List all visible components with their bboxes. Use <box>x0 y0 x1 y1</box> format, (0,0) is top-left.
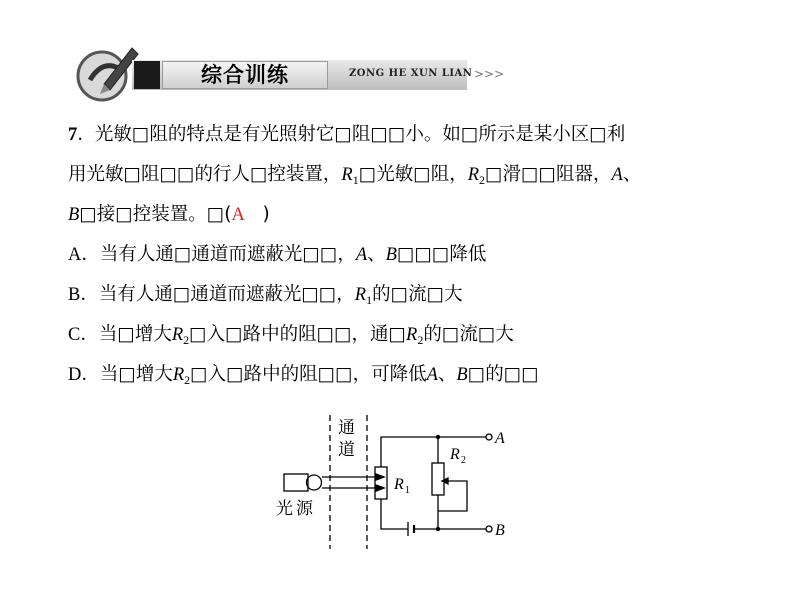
junction-dot <box>436 527 440 531</box>
subscript: 1 <box>352 173 359 187</box>
circuit-diagram <box>260 415 540 560</box>
chevrons-icon: >>> <box>474 67 505 81</box>
terminal-a-label: A <box>495 430 505 447</box>
banner-dark-block <box>134 61 160 89</box>
wire-top-left <box>381 437 438 467</box>
option-text: □的□□ <box>467 364 539 385</box>
symbol-r2: R <box>172 365 185 385</box>
question-text: ) <box>262 204 270 225</box>
terminal-b-label: B <box>495 522 505 539</box>
symbol-a: A <box>355 245 368 265</box>
circuit-svg <box>260 415 540 560</box>
symbol-r2: R <box>467 165 480 185</box>
question-text: 用光敏□阻□□的行人□控装置， <box>68 164 342 185</box>
option-label: B <box>68 285 81 305</box>
option-c[interactable] <box>68 322 514 353</box>
beam-arrow-icon <box>376 474 384 480</box>
wire-slider <box>438 481 467 511</box>
option-a[interactable] <box>68 242 486 268</box>
option-label: A <box>68 245 82 265</box>
option-text: 的□流□大 <box>423 324 514 345</box>
option-d[interactable] <box>68 362 539 393</box>
subscript: 2 <box>417 333 424 347</box>
question-line-2 <box>68 162 641 193</box>
symbol-r1: R <box>341 165 353 185</box>
symbol-a: A <box>426 365 438 385</box>
subscript: 2 <box>184 373 191 387</box>
r1-label: R <box>394 476 404 493</box>
beam-arrow-icon <box>376 485 384 491</box>
section-banner <box>62 24 522 104</box>
answer-mark: A <box>231 205 245 225</box>
section-subtitle: ZONG HE XUN LIAN <box>349 68 473 79</box>
subscript: 1 <box>366 293 373 307</box>
option-text: ．当有人通□通道而遮蔽光□□， <box>80 284 355 305</box>
channel-label: 通 <box>338 418 355 437</box>
symbol-b: B <box>385 245 397 265</box>
r2-label: R <box>450 446 460 463</box>
slider-arrow-icon <box>442 478 448 484</box>
question-text: □滑□□阻器， <box>485 164 612 185</box>
option-text: ．当有人通□通道而遮蔽光□□， <box>81 244 356 265</box>
symbol-r2: R <box>171 325 184 345</box>
symbol-b: B <box>68 205 80 225</box>
option-label: C <box>68 325 81 345</box>
question-text: 光敏□阻的特点是有光照射它□阻□□小。如□所示是某小区□利 <box>94 124 626 145</box>
option-text: 、 <box>367 244 386 265</box>
symbol-b: B <box>456 365 468 385</box>
question-line-1: 7. 光敏□阻的特点是有光照射它□阻□□小。如□所示是某小区□利 <box>68 124 626 145</box>
subscript: 2 <box>479 173 486 187</box>
light-source-box <box>284 474 308 491</box>
option-text: 、 <box>437 364 457 385</box>
question-line-3 <box>68 202 270 228</box>
r2-subscript: 2 <box>461 455 466 466</box>
symbol-r2: R <box>406 325 418 345</box>
source-label: 源 <box>296 499 313 518</box>
option-label: D <box>68 365 82 385</box>
option-text: ．当□增大 <box>80 324 172 345</box>
question-number: 7 <box>68 125 78 145</box>
source-label: 光 <box>276 499 293 518</box>
option-text: □入□路中的阻□□，可降低 <box>190 364 427 385</box>
option-text: 的□流□大 <box>372 284 463 305</box>
symbol-a: A <box>611 165 623 185</box>
question-text: □接□控装置。□( <box>79 204 232 225</box>
question-text: 、 <box>622 164 642 185</box>
junction-dot <box>436 435 440 439</box>
section-title: 综合训练 <box>201 63 289 87</box>
option-text: □□□降低 <box>396 244 487 265</box>
option-text: □入□路中的阻□□，通□ <box>189 324 407 345</box>
option-text: ．当□增大 <box>81 364 173 385</box>
terminal-b-node <box>486 526 492 532</box>
light-source-lens <box>307 475 322 490</box>
subscript: 2 <box>183 333 190 347</box>
channel-label: 道 <box>338 440 355 459</box>
question-text: □光敏□阻， <box>358 164 468 185</box>
terminal-a-node <box>486 434 492 440</box>
wire-bottom-left <box>381 499 408 529</box>
resistor-r2 <box>432 463 444 495</box>
option-b[interactable] <box>68 282 463 313</box>
symbol-r1: R <box>354 285 367 305</box>
resistor-r1 <box>375 467 387 499</box>
r1-subscript: 1 <box>405 485 410 496</box>
